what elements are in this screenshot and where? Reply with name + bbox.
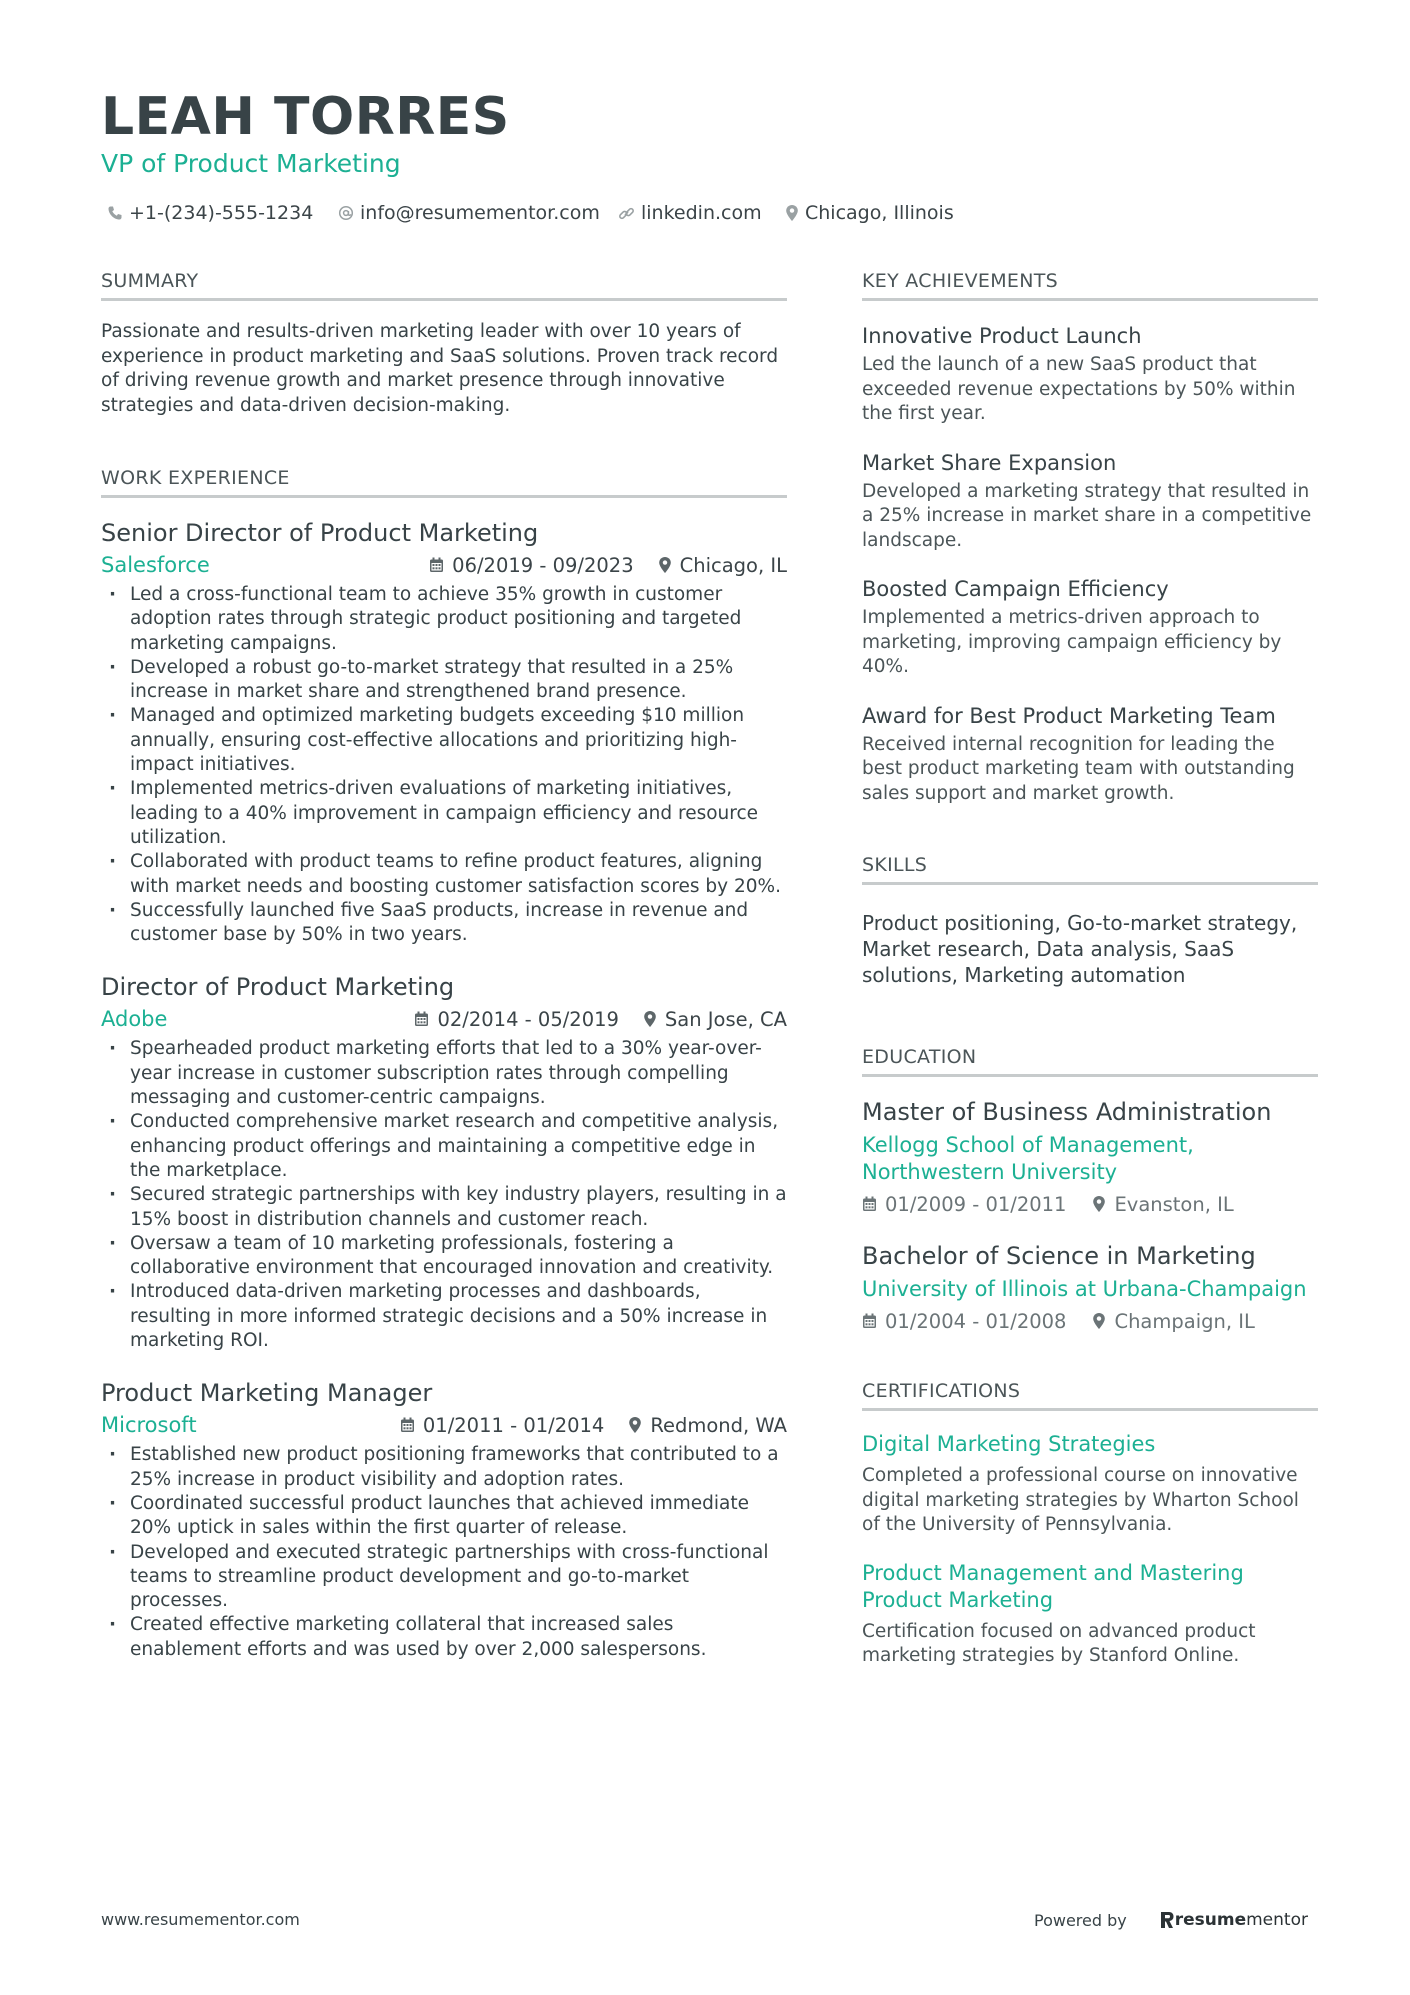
- school-name: Kellogg School of Management, Northwestern University: [862, 1133, 1194, 1184]
- candidate-name: LEAH TORRES: [101, 87, 510, 147]
- candidate-title: VP of Product Marketing: [101, 149, 401, 178]
- achievement-title: Market Share Expansion: [862, 450, 1117, 475]
- company-name: Adobe: [101, 1007, 168, 1032]
- phone-icon: [107, 205, 123, 221]
- education-location: [1092, 1193, 1233, 1216]
- experience-heading: WORK EXPERIENCE: [101, 465, 787, 498]
- summary-heading: SUMMARY: [101, 268, 787, 301]
- job-entry: [101, 1377, 787, 1662]
- certification-title: Product Management and Mastering Product Marketing: [862, 1560, 1244, 1612]
- job-title: Director of Product Marketing: [101, 973, 455, 1002]
- education-item: [862, 1096, 1318, 1220]
- brand-name-a: resume: [1174, 1910, 1247, 1930]
- job-meta: [101, 549, 787, 581]
- job-location-text: Redmond, WA: [650, 1413, 787, 1437]
- education-item: [862, 1240, 1318, 1337]
- bullet-item: · Secured strategic partnerships with key industry players, resulting in a 15% boost in distribution channels and customer reach.: [101, 1183, 787, 1232]
- at-icon: [338, 205, 354, 221]
- achievements-heading: KEY ACHIEVEMENTS: [862, 268, 1318, 301]
- map-pin-icon: [1092, 1312, 1106, 1330]
- bullet-item: · Collaborated with product teams to refine product features, aligning with market needs and boosting customer satisfaction scores by 20%.: [101, 850, 787, 899]
- job-dates: [429, 554, 633, 577]
- calendar-icon: [429, 557, 444, 573]
- job-dates-text: 06/2019 - 09/2023: [452, 553, 634, 577]
- job-bullets: [101, 1443, 787, 1662]
- bullet-item: · Conducted comprehensive market research and competitive analysis, enhancing product offerings and maintaining a competitive edge in the marketplace.: [101, 1110, 787, 1183]
- job-dates-text: 01/2011 - 01/2014: [422, 1413, 605, 1437]
- achievement-item: [862, 321, 1318, 427]
- right-column: [862, 268, 1318, 1669]
- calendar-icon: [414, 1011, 429, 1027]
- job-location: [643, 1008, 787, 1031]
- map-pin-icon: [1092, 1195, 1106, 1213]
- bullet-item: · Developed a robust go-to-market strategy that resulted in a 25% increase in market share and strengthened brand presence.: [101, 656, 787, 705]
- bullet-item: · Successfully launched five SaaS products, increase in revenue and customer base by 50% in two years.: [101, 899, 787, 948]
- education-meta: [862, 1305, 1318, 1337]
- degree-title: Master of Business Administration: [862, 1098, 1272, 1126]
- footer-website[interactable]: www.resumementor.com: [101, 1910, 300, 1929]
- company-name: Salesforce: [101, 553, 210, 577]
- job-meta: [101, 1003, 787, 1035]
- brand-name-b: mentor: [1246, 1910, 1308, 1930]
- education-dates: [862, 1310, 1066, 1333]
- education-location-text: Evanston, IL: [1114, 1192, 1234, 1216]
- certification-item: [862, 1431, 1318, 1538]
- bullet-item: · Coordinated successful product launches that achieved immediate 20% uptick in sales within the first quarter of release.: [101, 1492, 787, 1541]
- certifications-heading: CERTIFICATIONS: [862, 1378, 1318, 1411]
- achievement-text: Implemented a metrics-driven approach to marketing, improving campaign efficiency by 40%.: [862, 607, 1282, 677]
- job-bullets: [101, 583, 787, 947]
- bullet-item: · Developed and executed strategic partnerships with cross-functional teams to streamline product development and go-to-market processes.: [101, 1541, 787, 1614]
- education-meta: [862, 1188, 1318, 1220]
- bullet-item: · Led a cross-functional team to achieve 35% growth in customer adoption rates through strategic product positioning and targeted marketing campaigns.: [101, 583, 787, 656]
- map-pin-icon: [785, 204, 799, 222]
- job-location: [658, 554, 787, 577]
- job-meta: [101, 1409, 787, 1441]
- powered-by-label: Powered by: [1034, 1910, 1127, 1930]
- achievement-title: Innovative Product Launch: [862, 324, 1142, 348]
- achievement-text: Led the launch of a new SaaS product that exceeded revenue expectations by 50% within the first year.: [862, 354, 1296, 424]
- education-dates-text: 01/2004 - 01/2008: [885, 1309, 1067, 1333]
- location-text: Chicago, Illinois: [805, 202, 954, 224]
- linkedin-text[interactable]: linkedin.com: [641, 202, 762, 224]
- job-dates: [400, 1414, 604, 1437]
- bullet-item: · Managed and optimized marketing budgets exceeding $10 million annually, ensuring cost-effective allocations and prioritizing high-impact initiatives.: [101, 704, 787, 777]
- phone-text: +1-(234)-555-1234: [129, 202, 314, 224]
- contact-linkedin[interactable]: [618, 198, 762, 228]
- job-location: [628, 1414, 787, 1437]
- bullet-item: · Created effective marketing collateral that increased sales enablement efforts and was used by over 2,000 salespersons.: [101, 1613, 787, 1662]
- certification-title: Digital Marketing Strategies: [862, 1432, 1156, 1456]
- map-pin-icon: [643, 1010, 657, 1028]
- job-location-text: San Jose, CA: [664, 1007, 787, 1031]
- certification-text: Certification focused on advanced product marketing strategies by Stanford Online.: [862, 1620, 1256, 1666]
- achievement-title: Award for Best Product Marketing Team: [862, 703, 1276, 728]
- brand-logo[interactable]: [1159, 1910, 1308, 1930]
- education-dates: [862, 1193, 1066, 1216]
- achievement-item: [862, 701, 1318, 807]
- bullet-item: · Oversaw a team of 10 marketing professionals, fostering a collaborative environment that encouraged innovation and creativity.: [101, 1232, 787, 1281]
- contact-phone: [107, 198, 313, 228]
- achievement-title: Boosted Campaign Efficiency: [862, 577, 1169, 601]
- education-location: [1092, 1310, 1254, 1333]
- job-bullets: [101, 1037, 787, 1353]
- bullet-item: · Introduced data-driven marketing processes and dashboards, resulting in more informed strategic decisions and a 50% increase in marketing ROI.: [101, 1280, 787, 1353]
- job-entry: [101, 517, 787, 947]
- summary-text: Passionate and results-driven marketing leader with over 10 years of experience in product marketing and SaaS solutions. Proven track record of driving revenue growth and market presence through innovative strategies and data-driven decision-making.: [101, 321, 779, 416]
- company-name: Microsoft: [101, 1413, 197, 1438]
- email-text[interactable]: info@resumementor.com: [360, 202, 600, 224]
- job-title: Senior Director of Product Marketing: [101, 519, 539, 547]
- certification-item: [862, 1560, 1318, 1669]
- school-name: University of Illinois at Urbana-Champaign: [862, 1277, 1307, 1301]
- calendar-icon: [862, 1313, 877, 1329]
- bullet-item: · Implemented metrics-driven evaluations of marketing initiatives, leading to a 40% improvement in campaign efficiency and resource utilization.: [101, 777, 787, 850]
- contact-location: [785, 198, 954, 228]
- left-column: [101, 268, 787, 1662]
- skills-text: Product positioning, Go-to-market strategy, Market research, Data analysis, SaaS solutions, Marketing automation: [862, 911, 1298, 987]
- certification-text: Completed a professional course on innovative digital marketing strategies by Wharton School of the University of Pennsylvania.: [862, 1465, 1299, 1535]
- map-pin-icon: [658, 556, 672, 574]
- link-icon: [618, 205, 635, 222]
- education-location-text: Champaign, IL: [1114, 1309, 1255, 1333]
- achievement-item: [862, 448, 1318, 554]
- job-dates: [414, 1008, 618, 1031]
- skills-heading: SKILLS: [862, 852, 1318, 885]
- achievement-text: Developed a marketing strategy that resulted in a 25% increase in market share in a competitive landscape.: [862, 480, 1312, 551]
- achievement-item: [862, 574, 1318, 680]
- map-pin-icon: [628, 1416, 642, 1434]
- bullet-item: · Spearheaded product marketing efforts that led to a 30% year-over-year increase in customer subscription rates through compelling messaging and customer-centric campaigns.: [101, 1037, 787, 1110]
- calendar-icon: [862, 1196, 877, 1212]
- achievement-text: Received internal recognition for leading the best product marketing team with outstanding sales support and market growth.: [862, 733, 1295, 804]
- job-title: Product Marketing Manager: [101, 1379, 433, 1408]
- job-location-text: Chicago, IL: [679, 553, 787, 577]
- footer-powered-by: [1034, 1906, 1308, 1934]
- education-heading: EDUCATION: [862, 1044, 1318, 1077]
- resumementor-logo-icon: [1159, 1910, 1175, 1930]
- contact-email[interactable]: [338, 198, 600, 228]
- calendar-icon: [400, 1417, 415, 1433]
- job-dates-text: 02/2014 - 05/2019: [437, 1007, 619, 1031]
- bullet-item: · Established new product positioning frameworks that contributed to a 25% increase in product visibility and adoption rates.: [101, 1443, 787, 1492]
- job-entry: [101, 971, 787, 1353]
- education-dates-text: 01/2009 - 01/2011: [885, 1192, 1067, 1216]
- degree-title: Bachelor of Science in Marketing: [862, 1242, 1256, 1270]
